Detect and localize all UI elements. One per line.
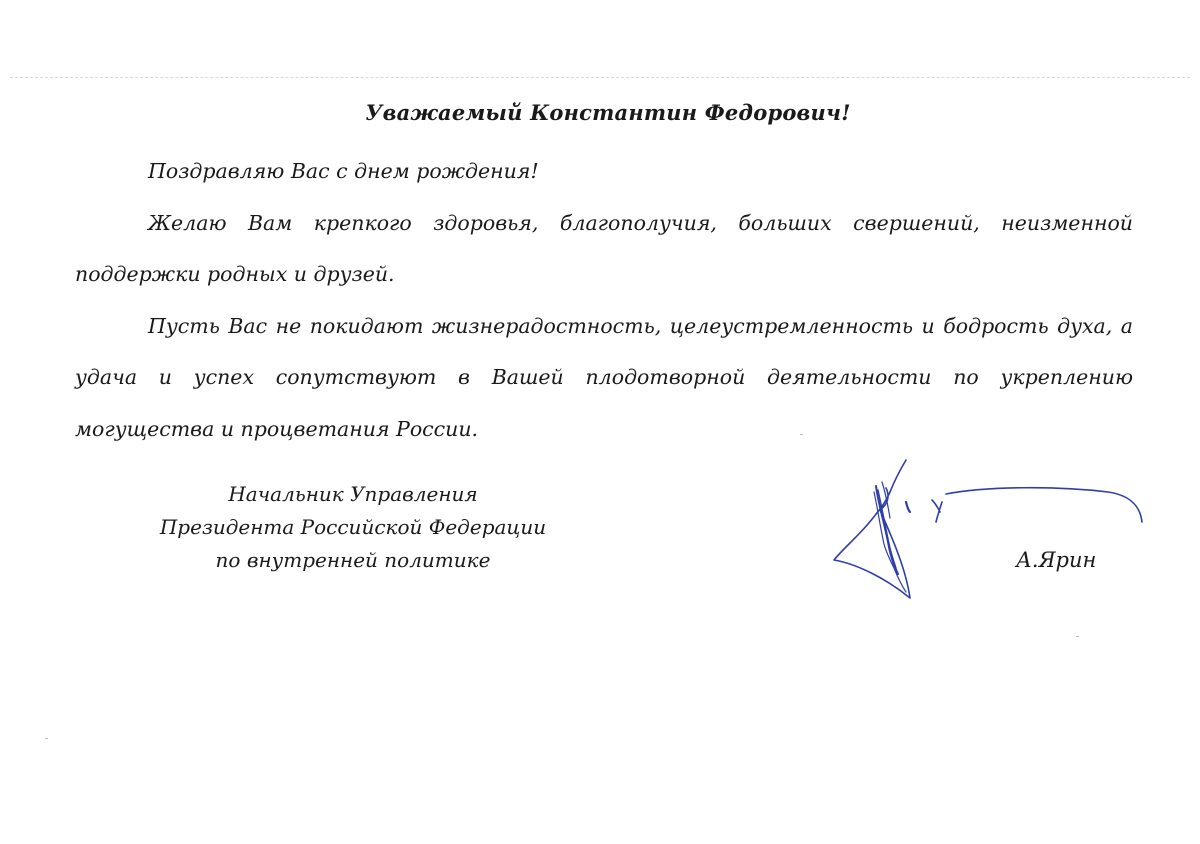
paper-speck <box>800 434 803 435</box>
letter-salutation: Уважаемый Константин Федорович! <box>365 100 851 125</box>
paragraph-wishes: Желаю Вам крепкого здоровья, благополучия, больших свершений, неизменной поддержки родных и друзей. <box>75 210 1133 286</box>
paragraph-greeting: Поздравляю Вас с днем рождения! <box>148 159 539 183</box>
sender-title-line: Начальник Управления <box>228 482 478 506</box>
paper-speck <box>45 738 48 739</box>
sender-title <box>138 478 568 577</box>
sender-title-line: Президента Российской Федерации <box>159 515 547 539</box>
handwritten-signature <box>828 452 1148 612</box>
paragraph-closing: Пусть Вас не покидают жизнерадостность, целеустремленность и бодрость духа, а удача и успех сопутствуют в Вашей плодотворной деятельности по укреплению могущества и процветания России. <box>75 313 1133 441</box>
signature-strokes <box>834 460 1142 598</box>
sender-title-line: по внутренней политике <box>215 548 491 572</box>
letter-body <box>75 146 1133 455</box>
paper-speck <box>1076 636 1079 637</box>
top-divider <box>10 77 1190 78</box>
signer-name: А.Ярин <box>1016 548 1097 572</box>
